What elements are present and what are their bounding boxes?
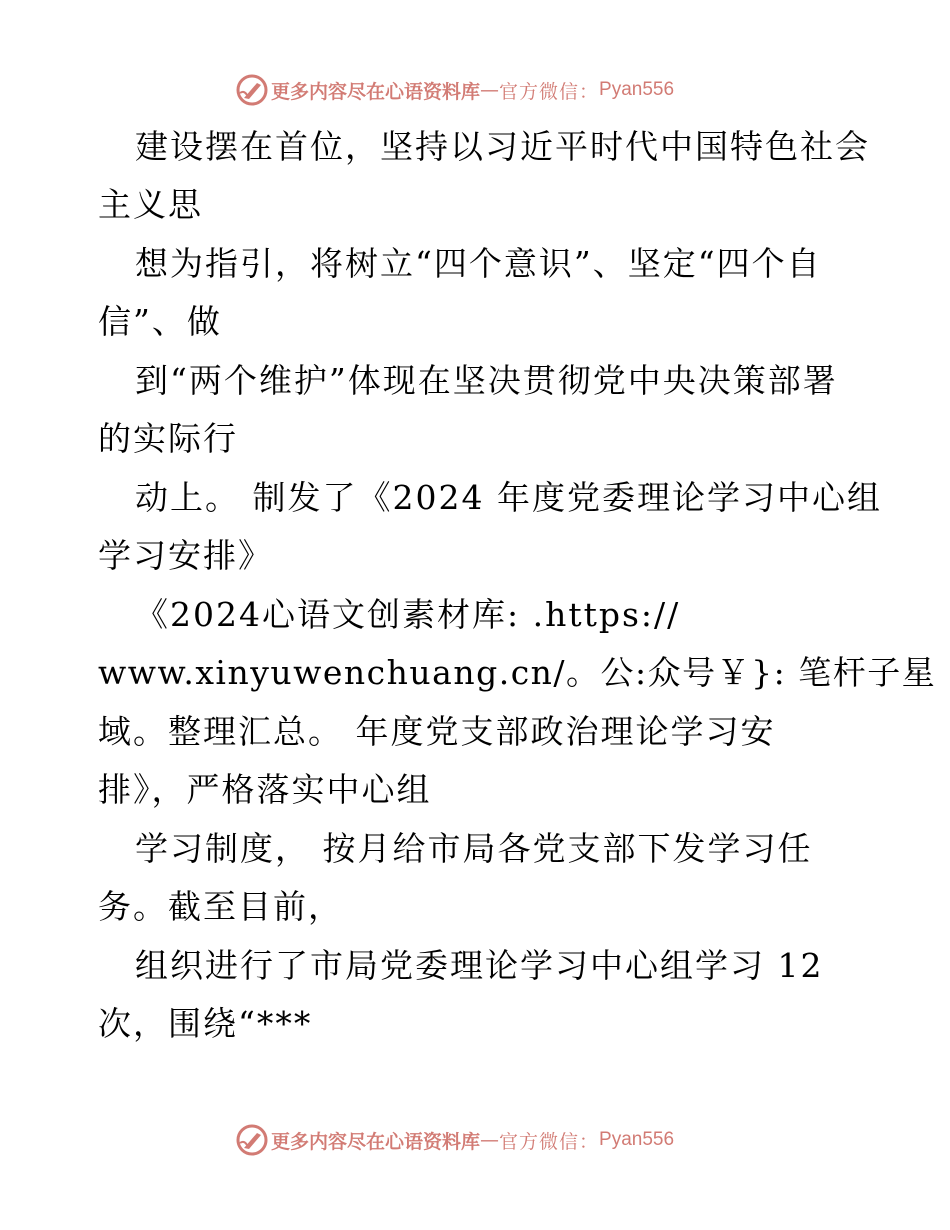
footer-watermark — [235, 1122, 674, 1158]
body-line: 排》，严格落实中心组 — [98, 770, 432, 809]
watermark-wechat-id: Pyan556 — [599, 79, 675, 100]
body-line: 学习安排》 — [98, 536, 273, 575]
body-line: 动上。 制发了《2024 年度党委理论学习中心组 — [135, 478, 882, 517]
body-line: 的实际行 — [98, 419, 238, 458]
body-line: 主义思 — [98, 185, 203, 224]
quill-pen-circle-icon — [235, 1123, 269, 1157]
watermark-site-text: 更多内容尽在心语资料库 — [271, 80, 481, 103]
body-line: 域。整理汇总。 年度党支部政治理论学习安 — [98, 712, 776, 751]
watermark-wechat-label: 官方微信： — [499, 1130, 600, 1153]
body-line: 建设摆在首位，坚持以习近平时代中国特色社会 — [135, 127, 870, 166]
watermark-site-text: 更多内容尽在心语资料库 — [271, 1130, 481, 1153]
watermark-separator: — — [480, 1129, 500, 1151]
watermark-wechat-label: 官方微信： — [499, 80, 600, 103]
body-line: 学习制度， 按月给市局各党支部下发学习任 — [135, 829, 813, 868]
body-line: www.xinyuwenchuang.cn/。公:众号￥}: 笔杆子星 — [98, 653, 937, 692]
body-line: 《2024心语文创素材库: .https:// — [135, 595, 681, 634]
watermark-wechat-id: Pyan556 — [599, 1129, 675, 1150]
body-line: 务。截至目前， — [98, 887, 343, 926]
body-line: 到“两个维护”体现在坚决贯彻党中央决策部署 — [135, 361, 838, 400]
body-line: 次，围绕“*** — [98, 1004, 313, 1043]
body-line: 想为指引，将树立“四个意识”、坚定“四个自 — [135, 244, 822, 283]
body-line: 组织进行了市局党委理论学习中心组学习 12 — [135, 946, 824, 985]
watermark-separator: — — [480, 79, 500, 101]
body-line: 信”、做 — [98, 302, 222, 341]
